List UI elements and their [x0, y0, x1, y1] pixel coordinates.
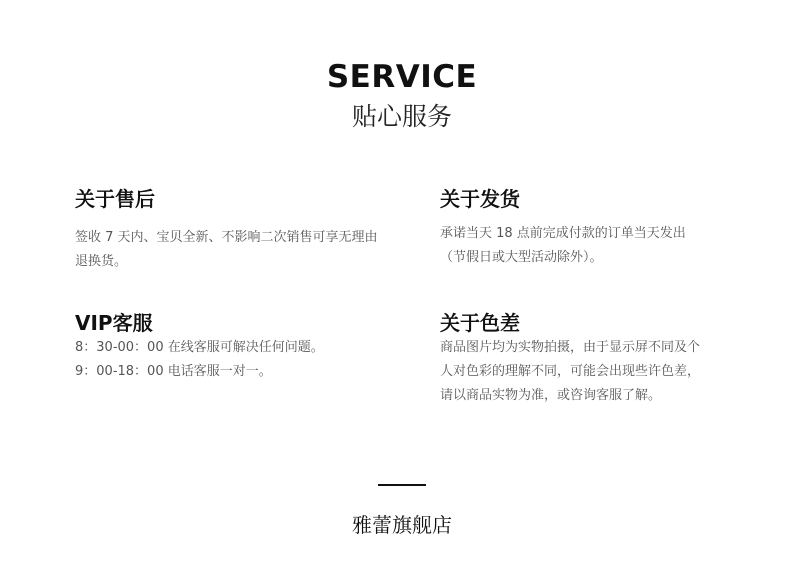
- shipping-text: 承诺当天 18 点前完成付款的订单当天发出 （节假日或大型活动除外）。: [440, 226, 686, 265]
- shop-name: 雅蕾旗舰店: [352, 513, 452, 537]
- after-sales-title: 关于售后: [75, 187, 155, 211]
- color-difference-text: 商品图片均为实物拍摄，由于显示屏不同及个 人对色彩的理解不同，可能会出现些许色差， 请以商品实物为准，或咨询客服了解。: [440, 340, 701, 403]
- shipping-section: [440, 189, 740, 270]
- service-title-en: SERVICE: [326, 59, 478, 95]
- service-title-cn: 贴心服务: [351, 102, 452, 131]
- vip-service-section: [75, 313, 405, 384]
- color-difference-section: [440, 313, 740, 408]
- vip-service-text: 8：30-00：00 在线客服可解决任何问题。 9：00-18：00 电话客服一对一。: [75, 340, 324, 379]
- divider: [378, 484, 426, 486]
- after-sales-text: 签收 7 天内、宝贝全新、不影响二次销售可享无理由 退换货。: [75, 230, 378, 269]
- color-difference-title: 关于色差: [440, 311, 520, 335]
- shipping-title: 关于发货: [440, 187, 520, 211]
- after-sales-section: [75, 189, 405, 274]
- vip-service-title: VIP客服: [75, 311, 153, 335]
